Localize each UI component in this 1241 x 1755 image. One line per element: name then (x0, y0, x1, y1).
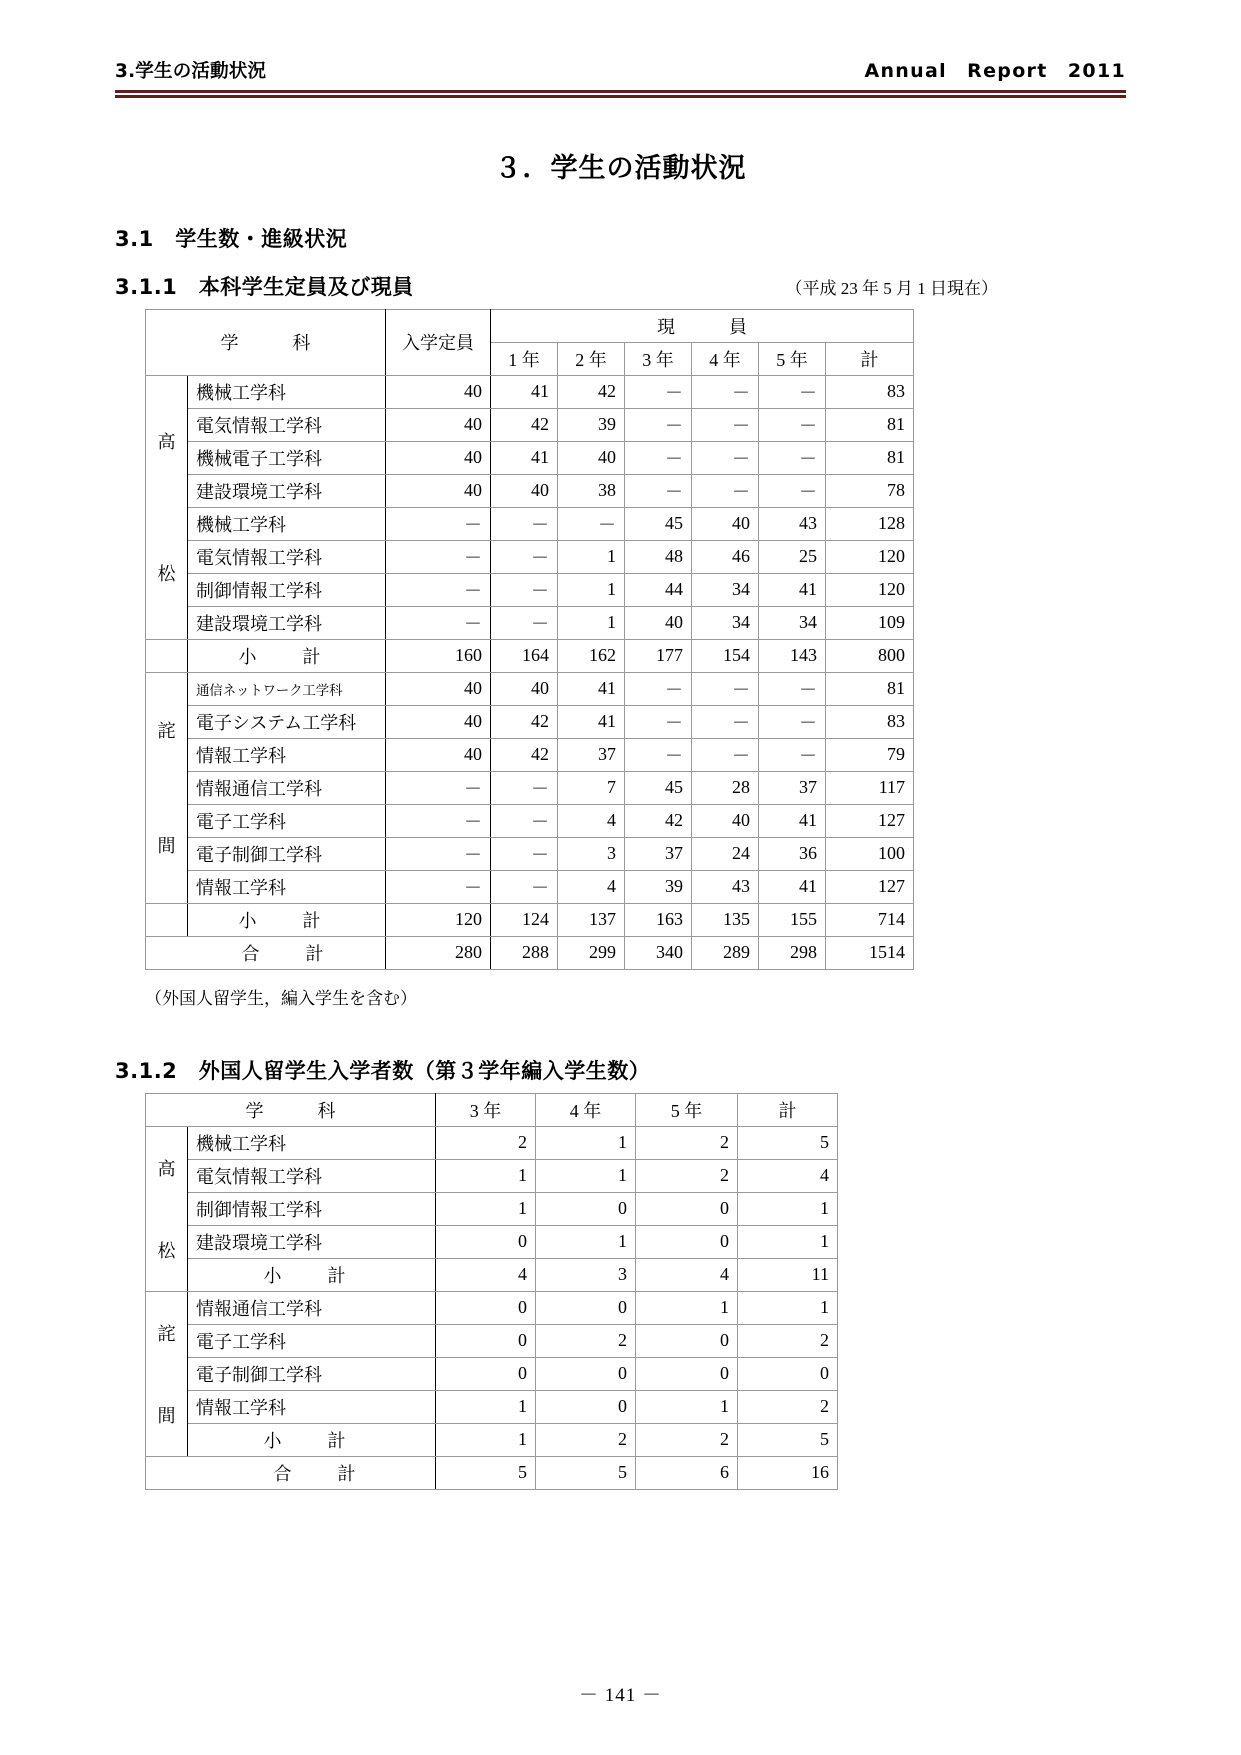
subtotal-label: 小 計 (188, 903, 386, 936)
campus-label-char: 松 (157, 1240, 176, 1261)
year-4-count: 0 (536, 1390, 636, 1423)
subtotal-year-2: 162 (558, 639, 625, 672)
subtotal-year-5: 2 (636, 1423, 738, 1456)
campus-group-label (146, 672, 188, 903)
grand-total-total: 16 (738, 1456, 838, 1489)
campus-label-char: 詫 (157, 721, 176, 742)
year-1-count: 42 (491, 738, 558, 771)
year-5-count: 1 (636, 1390, 738, 1423)
admission-quota: － (386, 507, 491, 540)
section-heading-3-1-1: 3.1.1 本科学生定員及び現員 (115, 274, 414, 299)
dept-name: 電子制御工学科 (188, 837, 386, 870)
year-2-count: 39 (558, 408, 625, 441)
year-3-count: 45 (625, 507, 692, 540)
dept-name: 建設環境工学科 (188, 1225, 436, 1258)
header-current: 現 員 (491, 309, 914, 342)
dept-name: 情報工学科 (188, 870, 386, 903)
page-title: ３．学生の活動状況 (494, 152, 747, 184)
subtotal-year-4: 2 (536, 1423, 636, 1456)
row-total: 1 (738, 1192, 838, 1225)
header-year-4: 4 年 (536, 1093, 636, 1126)
table-row (146, 804, 914, 837)
year-5-count: 43 (759, 507, 826, 540)
subtotal-row (146, 903, 914, 936)
year-3-count: 48 (625, 540, 692, 573)
as-of-date-note: （平成 23 年 5 月 1 日現在） (785, 278, 998, 298)
row-total: 79 (826, 738, 914, 771)
year-4-count: － (692, 672, 759, 705)
enrollment-table (145, 309, 914, 970)
dept-name: 機械工学科 (188, 1126, 436, 1159)
row-total: 83 (826, 705, 914, 738)
year-5-count: 2 (636, 1159, 738, 1192)
subtotal-label: 小 計 (188, 1258, 436, 1291)
row-total: 100 (826, 837, 914, 870)
table-row (146, 507, 914, 540)
year-1-count: 41 (491, 441, 558, 474)
dept-name: 情報工学科 (188, 1390, 436, 1423)
subtotal-total: 714 (826, 903, 914, 936)
year-5-count: － (759, 441, 826, 474)
year-2-count: － (558, 507, 625, 540)
year-5-count: 36 (759, 837, 826, 870)
table-row (146, 441, 914, 474)
grand-total-year-4: 5 (536, 1456, 636, 1489)
year-2-count: 7 (558, 771, 625, 804)
row-total: 120 (826, 540, 914, 573)
campus-group-label (146, 1126, 188, 1291)
table-row (146, 375, 914, 408)
year-4-count: － (692, 474, 759, 507)
year-5-count: － (759, 408, 826, 441)
year-2-count: 4 (558, 870, 625, 903)
admission-quota: － (386, 573, 491, 606)
year-1-count: － (491, 837, 558, 870)
campus-label-char: 間 (157, 836, 176, 857)
year-4-count: 1 (536, 1225, 636, 1258)
year-3-count: － (625, 408, 692, 441)
admission-quota: 40 (386, 672, 491, 705)
subtotal-spacer (146, 903, 188, 936)
table-row (146, 474, 914, 507)
subtotal-year-4: 3 (536, 1258, 636, 1291)
header-total: 計 (738, 1093, 838, 1126)
admission-quota: 40 (386, 408, 491, 441)
table-row (146, 705, 914, 738)
row-total: 1 (738, 1225, 838, 1258)
intl-table-wrap (115, 1093, 1126, 1490)
grand-total-year-4: 289 (692, 936, 759, 969)
dept-name: 機械工学科 (188, 507, 386, 540)
year-2-count: 41 (558, 705, 625, 738)
section-heading-3-1-2: 3.1.2 外国人留学生入学者数（第３学年編入学生数） (115, 1058, 651, 1083)
year-5-count: 41 (759, 870, 826, 903)
row-total: 81 (826, 441, 914, 474)
year-4-count: － (692, 441, 759, 474)
campus-label-char: 松 (157, 563, 176, 584)
year-4-count: 46 (692, 540, 759, 573)
dept-name: 電子工学科 (188, 804, 386, 837)
year-3-count: － (625, 672, 692, 705)
dept-name: 機械電子工学科 (188, 441, 386, 474)
dept-name: 建設環境工学科 (188, 606, 386, 639)
year-5-count: － (759, 375, 826, 408)
section-heading-3-1: 3.1 学生数・進級状況 (115, 226, 348, 251)
year-5-count: 0 (636, 1357, 738, 1390)
dept-name: 情報通信工学科 (188, 1291, 436, 1324)
subtotal-quota: 120 (386, 903, 491, 936)
year-3-count: － (625, 441, 692, 474)
subtotal-label: 小 計 (188, 1423, 436, 1456)
year-1-count: － (491, 870, 558, 903)
campus-label-char: 高 (157, 1158, 176, 1179)
year-5-count: － (759, 738, 826, 771)
subtotal-year-5: 143 (759, 639, 826, 672)
admission-quota: － (386, 837, 491, 870)
year-1-count: 41 (491, 375, 558, 408)
table-row (146, 1324, 838, 1357)
year-3-count: － (625, 705, 692, 738)
page-number: － 141 － (578, 1685, 662, 1706)
year-3-count: 0 (436, 1324, 536, 1357)
table-row (146, 540, 914, 573)
table-row (146, 1357, 838, 1390)
year-4-count: 1 (536, 1126, 636, 1159)
table-row (146, 1291, 838, 1324)
grand-total-row (146, 936, 914, 969)
table-row (146, 672, 914, 705)
subtotal-year-1: 164 (491, 639, 558, 672)
admission-quota: － (386, 771, 491, 804)
year-4-count: 24 (692, 837, 759, 870)
year-5-count: 0 (636, 1324, 738, 1357)
subtotal-spacer (146, 639, 188, 672)
row-total: 2 (738, 1390, 838, 1423)
campus-label-char: 間 (157, 1405, 176, 1426)
year-3-count: 2 (436, 1126, 536, 1159)
header-year-3: 3 年 (625, 342, 692, 375)
row-total: 117 (826, 771, 914, 804)
grand-total-year-3: 340 (625, 936, 692, 969)
subtotal-year-4: 154 (692, 639, 759, 672)
row-total: 4 (738, 1159, 838, 1192)
header-rule (115, 90, 1126, 98)
row-total: 120 (826, 573, 914, 606)
year-2-count: 37 (558, 738, 625, 771)
year-1-count: － (491, 771, 558, 804)
enrollment-table-head (146, 309, 914, 375)
year-5-count: 41 (759, 804, 826, 837)
row-total: 0 (738, 1357, 838, 1390)
year-4-count: 0 (536, 1291, 636, 1324)
admission-quota: 40 (386, 738, 491, 771)
row-total: 81 (826, 408, 914, 441)
grand-total-year-5: 6 (636, 1456, 738, 1489)
year-2-count: 4 (558, 804, 625, 837)
year-5-count: 34 (759, 606, 826, 639)
year-3-count: 39 (625, 870, 692, 903)
year-3-count: 45 (625, 771, 692, 804)
year-4-count: 0 (536, 1192, 636, 1225)
table-row (146, 1159, 838, 1192)
year-1-count: － (491, 540, 558, 573)
campus-group-label (146, 1291, 188, 1456)
year-4-count: 0 (536, 1357, 636, 1390)
subtotal-year-3: 1 (436, 1423, 536, 1456)
table-row (146, 1192, 838, 1225)
year-2-count: 1 (558, 540, 625, 573)
grand-total-total: 1514 (826, 936, 914, 969)
year-5-count: － (759, 672, 826, 705)
campus-label-char: 高 (157, 432, 176, 453)
table-row (146, 738, 914, 771)
year-2-count: 38 (558, 474, 625, 507)
admission-quota: － (386, 804, 491, 837)
year-4-count: 34 (692, 606, 759, 639)
grand-total-row (146, 1456, 838, 1489)
table-row (146, 606, 914, 639)
running-header-left: 3.学生の活動状況 (115, 61, 267, 82)
dept-name: 制御情報工学科 (188, 573, 386, 606)
year-5-count: 0 (636, 1225, 738, 1258)
year-4-count: 43 (692, 870, 759, 903)
admission-quota: 40 (386, 441, 491, 474)
subtotal-year-5: 4 (636, 1258, 738, 1291)
subtotal-total: 800 (826, 639, 914, 672)
year-3-count: 42 (625, 804, 692, 837)
dept-name: 情報通信工学科 (188, 771, 386, 804)
table-row (146, 771, 914, 804)
year-3-count: － (625, 738, 692, 771)
subtotal-year-3: 4 (436, 1258, 536, 1291)
year-2-count: 3 (558, 837, 625, 870)
year-5-count: 1 (636, 1291, 738, 1324)
table-row (146, 1126, 838, 1159)
year-4-count: 28 (692, 771, 759, 804)
year-1-count: － (491, 507, 558, 540)
admission-quota: － (386, 540, 491, 573)
year-1-count: 40 (491, 672, 558, 705)
year-3-count: 44 (625, 573, 692, 606)
row-total: 2 (738, 1324, 838, 1357)
enrollment-table-wrap (115, 309, 1126, 970)
year-2-count: 1 (558, 606, 625, 639)
dept-name: 電子工学科 (188, 1324, 436, 1357)
year-3-count: 40 (625, 606, 692, 639)
header-year-3: 3 年 (436, 1093, 536, 1126)
campus-group-label (146, 375, 188, 639)
year-3-count: 1 (436, 1159, 536, 1192)
year-4-count: － (692, 705, 759, 738)
year-4-count: 2 (536, 1324, 636, 1357)
year-3-count: 0 (436, 1357, 536, 1390)
section-heading-row-3-1-1 (115, 271, 1126, 301)
row-total: 128 (826, 507, 914, 540)
dept-name: 電子制御工学科 (188, 1357, 436, 1390)
year-3-count: 0 (436, 1225, 536, 1258)
row-total: 81 (826, 672, 914, 705)
dept-name: 制御情報工学科 (188, 1192, 436, 1225)
year-1-count: － (491, 804, 558, 837)
grand-total-year-2: 299 (558, 936, 625, 969)
row-total: 127 (826, 804, 914, 837)
subtotal-year-3: 177 (625, 639, 692, 672)
subtotal-quota: 160 (386, 639, 491, 672)
subtotal-total: 11 (738, 1258, 838, 1291)
dept-name: 機械工学科 (188, 375, 386, 408)
enrollment-footnote: （外国人留学生，編入学生を含む） (145, 988, 417, 1008)
dept-name: 建設環境工学科 (188, 474, 386, 507)
running-header (115, 0, 1126, 83)
header-quota: 入学定員 (386, 309, 491, 375)
subtotal-row (146, 639, 914, 672)
admission-quota: 40 (386, 375, 491, 408)
year-2-count: 41 (558, 672, 625, 705)
table-row (146, 870, 914, 903)
year-1-count: 42 (491, 408, 558, 441)
admission-quota: － (386, 870, 491, 903)
header-year-2: 2 年 (558, 342, 625, 375)
year-3-count: 1 (436, 1390, 536, 1423)
year-3-count: 37 (625, 837, 692, 870)
row-total: 127 (826, 870, 914, 903)
year-1-count: 42 (491, 705, 558, 738)
year-3-count: － (625, 474, 692, 507)
header-year-1: 1 年 (491, 342, 558, 375)
admission-quota: － (386, 606, 491, 639)
year-5-count: 41 (759, 573, 826, 606)
row-total: 109 (826, 606, 914, 639)
grand-total-year-5: 298 (759, 936, 826, 969)
subtotal-label: 小 計 (188, 639, 386, 672)
subtotal-year-2: 137 (558, 903, 625, 936)
year-4-count: 34 (692, 573, 759, 606)
header-dept: 学 科 (146, 1093, 436, 1126)
intl-table-body (146, 1126, 838, 1489)
table-row (146, 408, 914, 441)
intl-table-head (146, 1093, 838, 1126)
dept-name: 電気情報工学科 (188, 408, 386, 441)
table-row (146, 1225, 838, 1258)
year-1-count: 40 (491, 474, 558, 507)
admission-quota: 40 (386, 474, 491, 507)
dept-name: 通信ネットワーク工学科 (188, 672, 386, 705)
year-2-count: 42 (558, 375, 625, 408)
subtotal-row (146, 1258, 838, 1291)
table-row (146, 1390, 838, 1423)
grand-total-label: 合 計 (146, 1456, 436, 1489)
year-2-count: 40 (558, 441, 625, 474)
year-1-count: － (491, 606, 558, 639)
year-4-count: 1 (536, 1159, 636, 1192)
header-year-5: 5 年 (759, 342, 826, 375)
dept-name: 電気情報工学科 (188, 1159, 436, 1192)
year-1-count: － (491, 573, 558, 606)
header-total: 計 (826, 342, 914, 375)
dept-name: 電子システム工学科 (188, 705, 386, 738)
dept-name: 情報工学科 (188, 738, 386, 771)
grand-total-year-3: 5 (436, 1456, 536, 1489)
year-5-count: 0 (636, 1192, 738, 1225)
subtotal-year-4: 135 (692, 903, 759, 936)
year-2-count: 1 (558, 573, 625, 606)
section-heading-row-3-1-2 (115, 1055, 1126, 1085)
table-row (146, 837, 914, 870)
subtotal-year-1: 124 (491, 903, 558, 936)
year-5-count: － (759, 705, 826, 738)
year-4-count: － (692, 375, 759, 408)
row-total: 5 (738, 1126, 838, 1159)
grand-total-quota: 280 (386, 936, 491, 969)
year-5-count: 37 (759, 771, 826, 804)
subtotal-row (146, 1423, 838, 1456)
subtotal-total: 5 (738, 1423, 838, 1456)
grand-total-year-1: 288 (491, 936, 558, 969)
year-3-count: 0 (436, 1291, 536, 1324)
year-4-count: － (692, 738, 759, 771)
year-4-count: 40 (692, 804, 759, 837)
grand-total-label: 合 計 (146, 936, 386, 969)
subtotal-year-5: 155 (759, 903, 826, 936)
row-total: 78 (826, 474, 914, 507)
table-row (146, 573, 914, 606)
year-5-count: － (759, 474, 826, 507)
table-header-row-1 (146, 309, 914, 342)
admission-quota: 40 (386, 705, 491, 738)
enrollment-table-body (146, 375, 914, 969)
intl-students-table (145, 1093, 838, 1490)
year-5-count: 25 (759, 540, 826, 573)
year-3-count: － (625, 375, 692, 408)
header-year-5: 5 年 (636, 1093, 738, 1126)
table-header-row (146, 1093, 838, 1126)
row-total: 83 (826, 375, 914, 408)
row-total: 1 (738, 1291, 838, 1324)
year-5-count: 2 (636, 1126, 738, 1159)
year-4-count: 40 (692, 507, 759, 540)
header-dept: 学 科 (146, 309, 386, 375)
running-header-right: Annual Report 2011 (864, 60, 1126, 82)
header-year-4: 4 年 (692, 342, 759, 375)
subtotal-year-3: 163 (625, 903, 692, 936)
campus-label-char: 詫 (157, 1323, 176, 1344)
year-3-count: 1 (436, 1192, 536, 1225)
year-4-count: － (692, 408, 759, 441)
dept-name: 電気情報工学科 (188, 540, 386, 573)
